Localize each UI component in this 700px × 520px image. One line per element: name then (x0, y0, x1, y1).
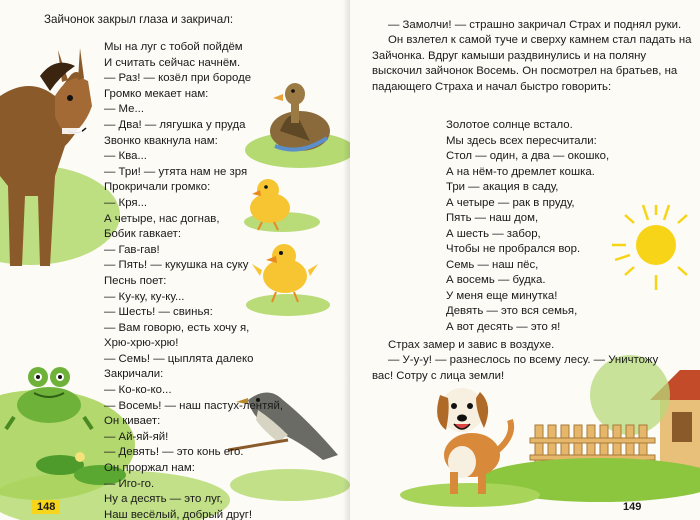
grass-patch-right2 (400, 483, 540, 507)
poem-line: А вот десять — это я! (446, 320, 561, 333)
poem-line: — Кря... (104, 196, 148, 209)
horse-illustration (0, 36, 110, 286)
poem-line: — Ку-ку, ку-ку... (104, 290, 185, 303)
poem-line: — Семь! — цыплята далеко (104, 352, 254, 365)
poem-line: — Вам говорю, есть хочу я, (104, 321, 250, 334)
poem-line: Ну а десять — это луг, (104, 493, 223, 506)
poem-line: Бобик гавкает: (104, 228, 182, 241)
poem-line: А восемь — будка. (446, 274, 546, 286)
poem-line: А четыре — рак в пруду, (446, 196, 575, 209)
poem-line: Мы здесь всех пересчитали: (446, 134, 597, 147)
poem-line: Девять — это вся семья, (446, 305, 578, 317)
right-page (350, 0, 700, 520)
poem-line: — Раз! — козёл при бороде (104, 72, 252, 85)
paragraph: Страх замер и завис в воздухе. (388, 339, 555, 351)
poem-line: А на нём-то дремлет кошка. (446, 165, 595, 178)
right-intro (372, 18, 692, 95)
poem-line: Закричали: (104, 368, 164, 381)
page-number-right: 149 (623, 501, 642, 513)
poem-line: А шесть — забор, (446, 227, 541, 240)
poem-line: — Ме... (104, 103, 145, 116)
poem-line: Три — акация в саду, (446, 181, 559, 193)
poem-line: И считать сейчас начнём. (104, 56, 241, 69)
frog-illustration (4, 355, 94, 435)
poem-line: — Три! — утята нам не зря (104, 165, 248, 178)
poem-line: Громко мекает нам: (104, 87, 209, 100)
poem-line: Наш весёлый, добрый друг! (104, 508, 253, 520)
paragraph: — У-у-у! — разнеслось по всему лесу. — Уничтожу вас! Сотру с лица земли! (372, 354, 659, 382)
poem-line: Он проржал нам: (104, 462, 195, 475)
poem-line: А четыре, нас догнав, (104, 212, 220, 225)
poem-line: Семь — наш пёс, (446, 258, 539, 271)
poem-line: Золотое солнце встало. (446, 119, 573, 131)
poem-line: — Два! — лягушка у пруда (104, 118, 246, 131)
sun-illustration (612, 205, 687, 290)
poem-line: Чтобы не пробрался вор. (446, 243, 581, 255)
poem-line: Звонко квакнула нам: (104, 134, 218, 147)
poem-line: — Гав-гав! (104, 243, 160, 256)
left-poem (104, 40, 283, 520)
right-outro (372, 338, 672, 384)
right-poem (446, 118, 609, 335)
poem-line: — Девять! — это конь его. (104, 446, 244, 459)
page-number-left: 148 (32, 500, 60, 514)
poem-line: Мы на луг с тобой пойдём (104, 41, 243, 53)
poem-line: — Иго-го. (104, 477, 155, 490)
poem-line: Он кивает: (104, 415, 161, 428)
poem-line: Прокричали громко: (104, 181, 211, 194)
paragraph: Он взлетел к самой туче и сверху камнем стал падать на Зайчонка. Вдруг камыши раздвинулись и на поляну выскочил зайчонок Восемь. Он посмотрел на братьев, на падающего Страха и начал быстро говорить: (372, 34, 692, 93)
poem-line: — Ква... (104, 150, 147, 163)
poem-line: — Восемь! — наш пастух-лентяй, (104, 399, 284, 412)
poem-line: — Пять! — кукушка на суку (104, 259, 249, 272)
poem-line: Хрю-хрю-хрю! (104, 337, 179, 350)
poem-line: — Ай-яй-яй! (104, 430, 169, 443)
poem-line: Песнь поет: (104, 274, 167, 287)
left-heading: Зайчонок закрыл глаза и закричал: (44, 13, 234, 26)
poem-line: — Шесть! — свинья: (104, 306, 213, 319)
poem-line: У меня еще минутка! (446, 289, 558, 302)
poem-line: — Ко-ко-ко... (104, 384, 172, 397)
poem-line: Стол — один, а два — окошко, (446, 150, 610, 162)
paragraph: — Замолчи! — страшно закричал Страх и поднял руки. (388, 19, 682, 31)
poem-line: Пять — наш дом, (446, 212, 539, 224)
